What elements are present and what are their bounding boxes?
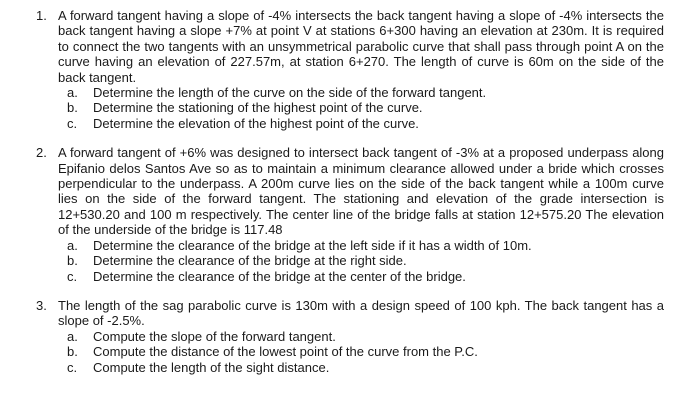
sub-question bbox=[58, 100, 664, 115]
sub-question-letter: c. bbox=[67, 268, 78, 284]
sub-question bbox=[58, 116, 664, 131]
problem-number: 2. bbox=[36, 145, 47, 161]
problem-2 bbox=[30, 145, 664, 284]
sub-question-letter: b. bbox=[67, 344, 78, 360]
problem-statement: The length of the sag parabolic curve is 130m with a design speed of 100 kph. The back tangent has a slope of -2.5%. bbox=[58, 297, 664, 329]
problem-statement: A forward tangent having a slope of -4% intersects the back tangent having a slope of -4% intersects the back tangent having a slope +7% at point V at stations 6+300 having an elevation at 230m. It is required to connect the two tangents with an unsymmetrical parabolic curve that shall pass through point A on the curve having an elevation of 227.57m, at station 6+270. The length of curve is 60m on the side of the back tangent. bbox=[58, 8, 664, 85]
sub-question-letter: c. bbox=[67, 359, 78, 375]
sub-question-letter: b. bbox=[67, 100, 78, 116]
sub-question-list bbox=[58, 238, 664, 284]
problem-3 bbox=[30, 298, 664, 375]
sub-question bbox=[58, 344, 664, 359]
sub-question bbox=[58, 253, 664, 268]
problem-number: 3. bbox=[36, 297, 47, 313]
sub-question-text: Determine the clearance of the bridge at the left side if it has a width of 10m. bbox=[93, 237, 532, 253]
sub-question-text: Determine the length of the curve on the side of the forward tangent. bbox=[93, 85, 487, 101]
sub-question-letter: a. bbox=[67, 328, 78, 344]
problem-number: 1. bbox=[36, 8, 47, 23]
sub-question-letter: b. bbox=[67, 253, 78, 269]
sub-question-text: Determine the clearance of the bridge at the right side. bbox=[93, 253, 407, 269]
sub-question-text: Compute the slope of the forward tangent. bbox=[93, 328, 336, 344]
sub-question-text: Determine the clearance of the bridge at the center of the bridge. bbox=[93, 268, 466, 284]
sub-question-text: Determine the stationing of the highest point of the curve. bbox=[93, 100, 423, 116]
sub-question bbox=[58, 238, 664, 253]
sub-question bbox=[58, 360, 664, 375]
sub-question-list bbox=[58, 329, 664, 375]
sub-question bbox=[58, 269, 664, 284]
sub-question-letter: a. bbox=[67, 237, 78, 253]
sub-question-list bbox=[58, 85, 664, 131]
sub-question-letter: c. bbox=[67, 115, 78, 131]
sub-question-text: Compute the distance of the lowest point of the curve from the P.C. bbox=[93, 344, 478, 360]
problem-body bbox=[58, 8, 664, 131]
sub-question-letter: a. bbox=[67, 85, 78, 101]
problem-body bbox=[58, 145, 664, 284]
sub-question-text: Determine the elevation of the highest point of the curve. bbox=[93, 115, 419, 131]
sub-question-text: Compute the length of the sight distance. bbox=[93, 359, 330, 375]
problem-statement: A forward tangent of +6% was designed to intersect back tangent of -3% at a proposed underpass along Epifanio delos Santos Ave so as to maintain a minimum clearance allowed under a bride which crosses perpendicular to the underpass. A 200m curve lies on the side of the back tangent while a 100m curve lies on the side of the forward tangent. The stationing and elevation of the grade intersection is 12+530.20 and 100 m respectively. The center line of the bridge falls at station 12+575.20 The elevation of the underside of the bridge is 117.48 bbox=[58, 145, 664, 238]
problem-body bbox=[58, 298, 664, 375]
sub-question bbox=[58, 85, 664, 100]
problem-1 bbox=[30, 8, 664, 131]
sub-question bbox=[58, 329, 664, 344]
